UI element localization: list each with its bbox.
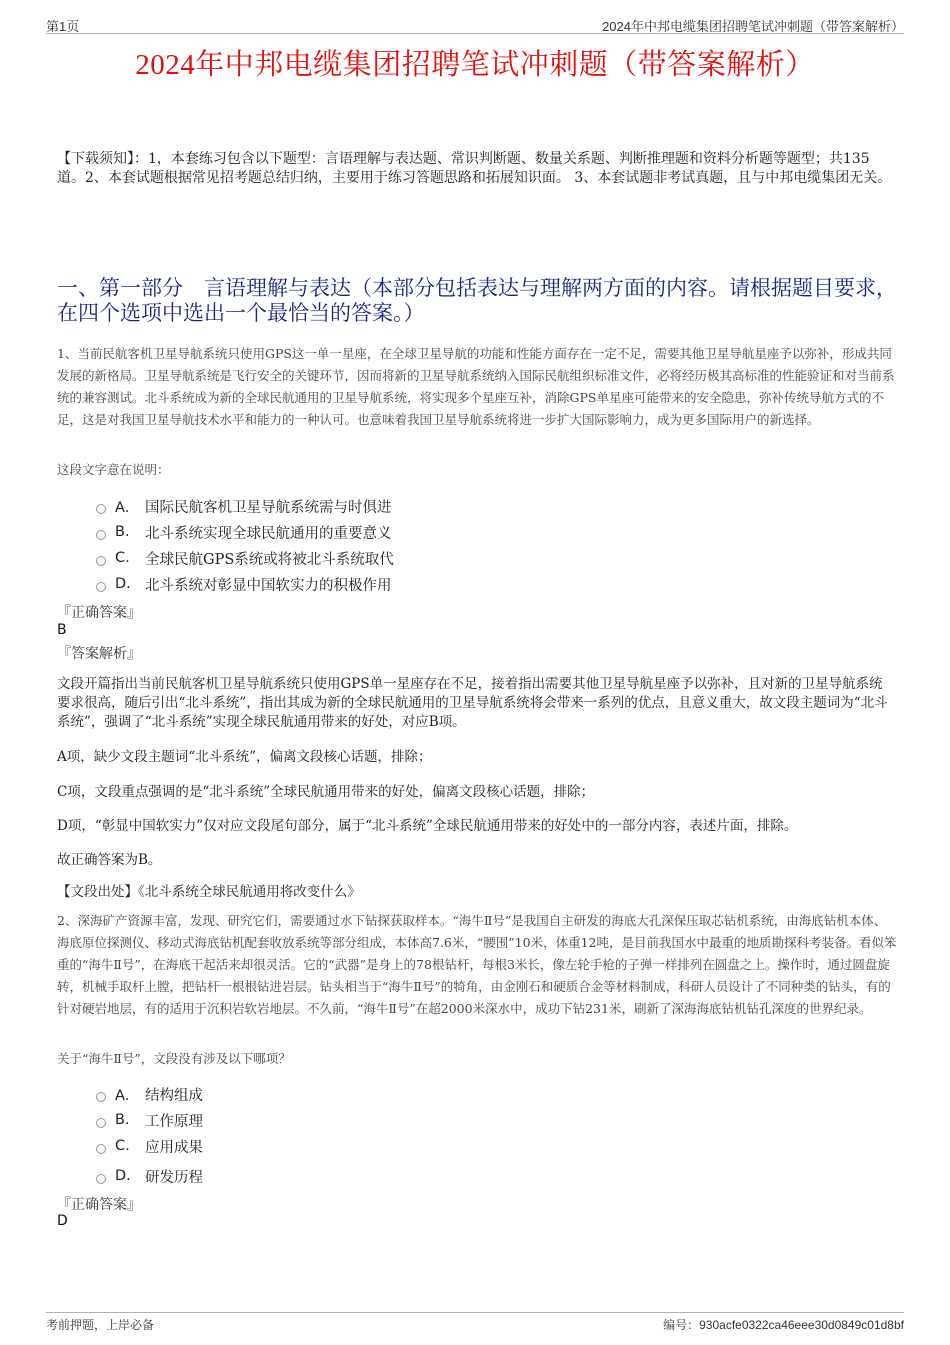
radio-button-icon[interactable] (96, 1144, 106, 1154)
passage-source: 【文段出处】《北斗系统全球民航通用将改变什么》 (57, 884, 361, 900)
option-text: 国际民航客机卫星导航系统需与时俱进 (145, 499, 392, 516)
analysis-paragraph: 文段开篇指出当前民航客机卫星导航系统只使用GPS单一星座存在不足，接着指出需要其他卫星导航星座予以弥补，且对新的卫星导航系统要求很高，随后引出“北斗系统”，指出其成为新的全球民航通用的卫星导航系统将会带来一系列的优点，且意义重大，故文段主题词为“北斗系统”，强调了“北斗系统”实现全球民航通用带来的好处，对应B项。 (57, 676, 888, 730)
radio-button-icon[interactable] (96, 530, 106, 540)
option-text: 北斗系统实现全球民航通用的重要意义 (145, 525, 392, 542)
document-serial-number: 编号：930acfe0322ca46eee30d0849c01d8bf (663, 1318, 904, 1332)
correct-answer-label: 『正确答案』 (57, 1197, 141, 1213)
correct-answer-value: D (57, 1213, 68, 1229)
question-2-text: 2、深海矿产资源丰富，发现、研究它们，需要通过水下钻探获取样本。“海牛Ⅱ号”是我国自主研发的海底大孔深保压取芯钻机系统，由海底钻机本体、海底原位探测仪、移动式海底钻机配套收放系统等部分组成，本体高7.6米，“腰围”10米，体重12吨，是目前我国水中最重的地质勘探科考装备。看似笨重的“海牛Ⅱ号”，在海底干起活来却很灵活。它的“武器”是身上的78根钻杆，每根3米长，像左轮手枪的子弹一样排列在圆盘之上。操作时，通过圆盘旋转，机械手取杆上膛，把钻杆一根根钻进岩层。钻头相当于“海牛Ⅱ号”的犄角，由金刚石和硬质合金等材料制成，科研人员设计了不同种类的钻头，有的针对硬岩地层，有的适用于沉积岩软岩地层。不久前，“海牛Ⅱ号”在超2000米深水中，成功下钻231米，刷新了深海海底钻机钻孔深度的世界纪录。 (57, 913, 897, 1016)
question-2-option-c[interactable] (96, 1133, 203, 1159)
option-letter: D. (115, 576, 131, 592)
radio-button-icon[interactable] (96, 556, 106, 566)
option-letter: C. (115, 550, 130, 566)
answer-analysis-label: 『答案解析』 (57, 646, 141, 662)
download-notice: 【下载须知】：1，本套练习包含以下题型：言语理解与表达题、常识判断题、数量关系题、判断推理题和资料分析题等题型；共135道。2、本套试题根据常见招考题总结归纳，主要用于练习答题思路和拓展知识面。 3、本套试题非考试真题，且与中邦电缆集团无关。 (57, 151, 892, 186)
correct-answer-label: 『正确答案』 (57, 605, 141, 621)
header-doc-title: 2024年中邦电缆集团招聘笔试冲刺题（带答案解析） (602, 19, 904, 34)
question-1-options (96, 493, 394, 597)
question-1-option-d[interactable] (96, 571, 394, 597)
analysis-option-a: A项，缺少文段主题词“北斗系统”，偏离文段核心话题，排除； (57, 749, 432, 765)
option-text: 北斗系统对彰显中国软实力的积极作用 (145, 577, 392, 594)
question-1-text: 1、当前民航客机卫星导航系统只使用GPS这一单一星座，在全球卫星导航的功能和性能方面存在一定不足，需要其他卫星导航星座予以弥补，形成共同发展的新格局。卫星导航系统是飞行安全的关键环节，因而将新的卫星导航系统纳入国际民航组织标准文件，必将经历极其高标准的性能验证和对当前系统的兼容测试。北斗系统成为新的全球民航通用的卫星导航系统，将实现多个星座互补，消除GPS单星座可能带来的安全隐患，弥补传统导航方式的不足，这是对我国卫星导航技术水平和能力的一种认可。也意味着我国卫星导航系统将进一步扩大国际影响力，成为更多国际用户的新选择。 (57, 346, 895, 427)
option-text: 结构组成 (145, 1087, 203, 1104)
question-2-option-b[interactable] (96, 1107, 203, 1133)
page-footer (46, 1312, 904, 1332)
radio-button-icon[interactable] (96, 582, 106, 592)
analysis-option-d: D项，“彰显中国软实力”仅对应文段尾句部分，属于“北斗系统”全球民航通用带来的好处中的一部分内容，表述片面，排除。 (57, 818, 798, 834)
option-letter: B. (115, 524, 130, 540)
option-text: 研发历程 (145, 1169, 203, 1186)
question-2-option-a[interactable] (96, 1081, 203, 1107)
option-text: 全球民航GPS系统或将被北斗系统取代 (145, 551, 394, 568)
radio-button-icon[interactable] (96, 1118, 106, 1128)
correct-answer-value: B (57, 622, 67, 638)
option-letter: A． (115, 499, 140, 516)
option-letter: D. (115, 1168, 131, 1184)
footer-slogan: 考前押题，上岸必备 (46, 1318, 155, 1332)
section-heading: 一、第一部分 言语理解与表达（本部分包括表达与理解两方面的内容。请根据题目要求，在四个选项中选出一个最恰当的答案。） (57, 276, 897, 325)
question-1-option-b[interactable] (96, 519, 394, 545)
question-2-option-d[interactable] (96, 1163, 203, 1189)
question-2-options (96, 1081, 203, 1189)
question-1-prompt: 这段文字意在说明： (57, 462, 170, 477)
question-1-option-a[interactable] (96, 493, 394, 519)
option-letter: B. (115, 1112, 130, 1128)
option-text: 应用成果 (145, 1139, 203, 1156)
page-number: 第1页 (46, 19, 80, 34)
question-2-prompt: 关于“海牛Ⅱ号”，文段没有涉及以下哪项？ (57, 1051, 291, 1066)
analysis-conclusion: 故正确答案为B。 (57, 852, 162, 868)
option-text: 工作原理 (145, 1113, 203, 1130)
document-title: 2024年中邦电缆集团招聘笔试冲刺题（带答案解析） (135, 49, 815, 81)
option-letter: C. (115, 1138, 130, 1154)
option-letter: A． (115, 1087, 140, 1104)
page-header (46, 14, 904, 34)
analysis-option-c: C项，文段重点强调的是“北斗系统”全球民航通用带来的好处，偏离文段核心话题，排除； (57, 784, 595, 800)
radio-button-icon[interactable] (96, 1092, 106, 1102)
radio-button-icon[interactable] (96, 504, 106, 514)
question-1-option-c[interactable] (96, 545, 394, 571)
radio-button-icon[interactable] (96, 1174, 106, 1184)
